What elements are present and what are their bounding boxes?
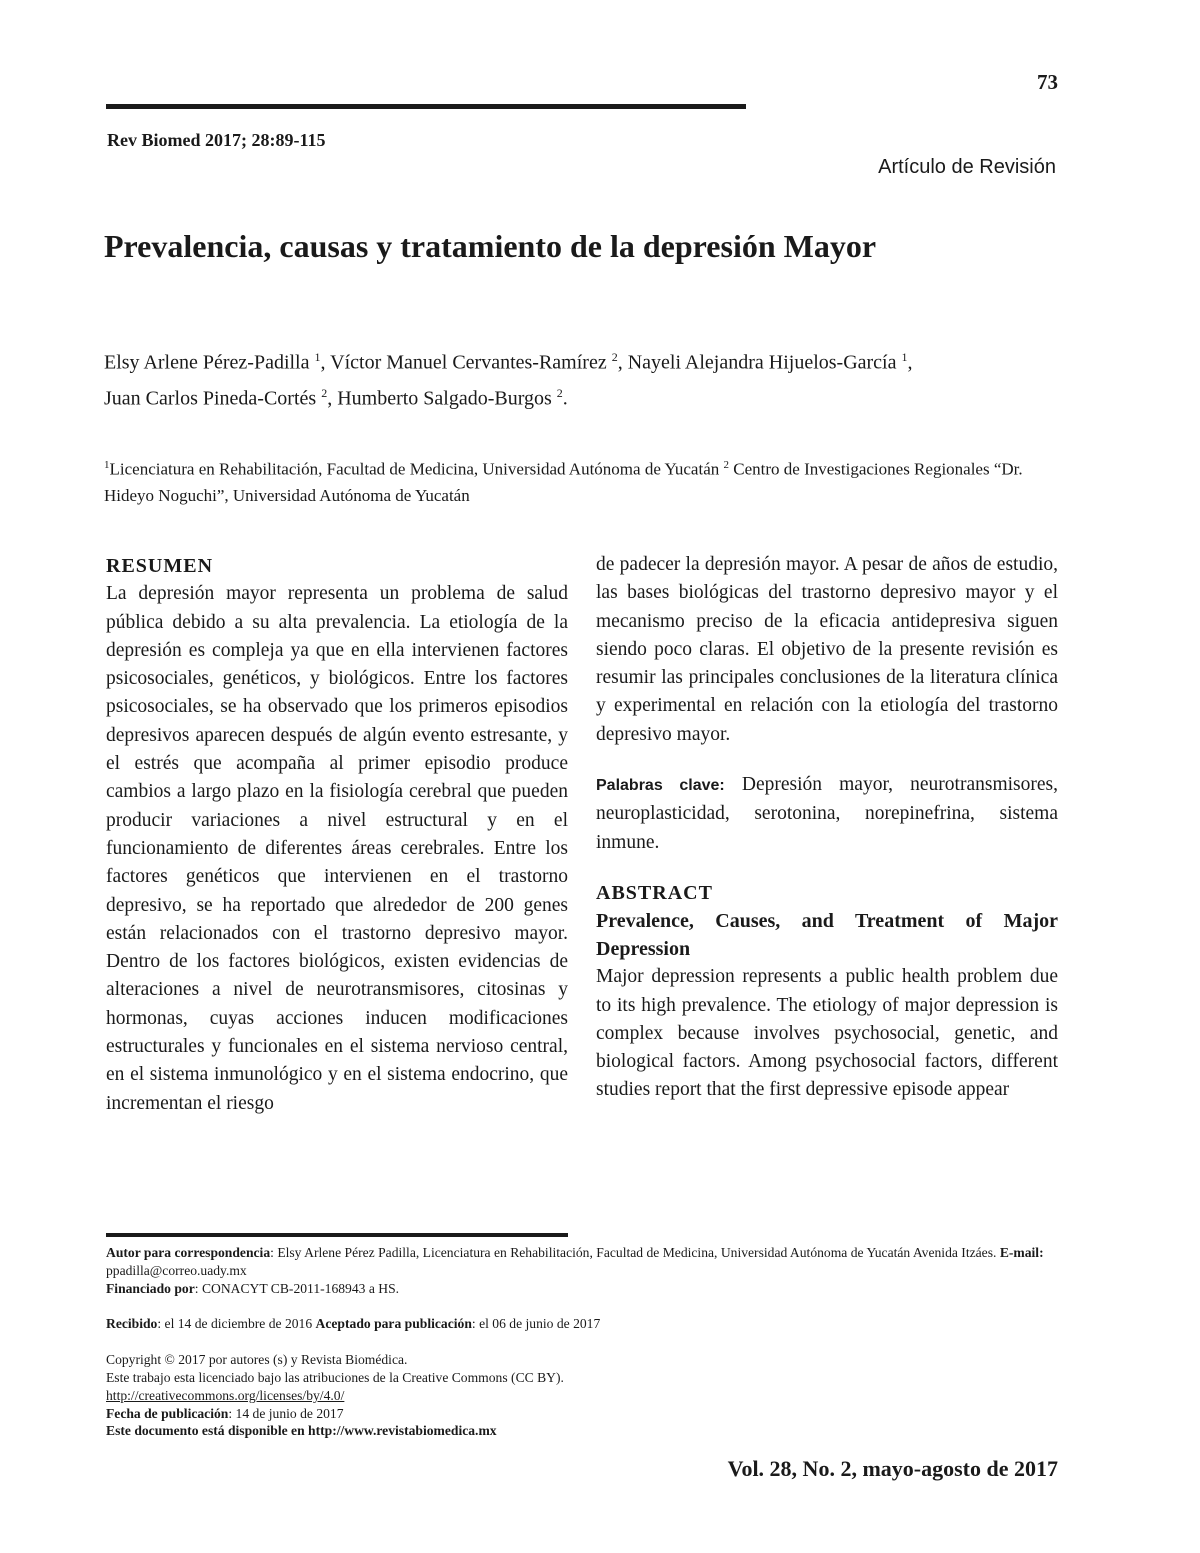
affiliations (104, 452, 1064, 509)
header-rule (106, 104, 746, 109)
keywords-text: Depresión mayor, neurotransmisores, neuroplasticidad, serotonina, norepinefrina, sistema inmune. (596, 774, 1058, 853)
author-affiliation-number: 2 (321, 385, 328, 400)
publication-date-text: : 14 de junio de 2017 (228, 1405, 344, 1421)
right-column (596, 551, 1058, 1105)
page-number: 73 (1037, 70, 1058, 94)
author-name: Víctor Manuel Cervantes-Ramírez (330, 351, 607, 374)
affiliation-text: Centro de Investigaciones Regionales “Dr. Hideyo Noguchi”, Universidad Autónoma de Yucatán (104, 459, 1023, 505)
correspondence-label: Autor para correspondencia (106, 1245, 271, 1260)
abstract-section (596, 879, 1058, 1105)
accepted-label: Aceptado para publicación (315, 1316, 472, 1332)
footnote-rule (106, 1233, 568, 1237)
affiliation-number: 2 (723, 459, 729, 471)
funding-label: Financiado por (106, 1280, 195, 1296)
author-name: Humberto Salgado-Burgos (337, 387, 552, 410)
funding-note (106, 1280, 1066, 1298)
received-label: Recibido (106, 1316, 158, 1332)
author-name: Nayeli Alejandra Hijuelos-García (627, 351, 897, 374)
article-title: Prevalencia, causas y tratamiento de la depresión Mayor (104, 228, 877, 264)
abstract-heading: ABSTRACT (596, 881, 713, 904)
license-note: Este trabajo esta licenciado bajo las atribuciones de la Creative Commons (CC BY). (106, 1369, 564, 1385)
resumen-heading: RESUMEN (106, 555, 214, 577)
resumen-text: La depresión mayor representa un problema de salud pública debido a su alta prevalencia. La etiología de la depresión es compleja ya que en ella intervienen factores psicosociales, genéticos, y biológicos. Entre los factores psicosociales, se ha observado que los primeros episodios depresivos aparecen después de algún evento estresante, y el estrés que acompaña al primer episodio produce cambios a largo plazo en la fisiología cerebral que pueden producir variaciones a nivel estructural y en el funcionamiento de diferentes áreas cerebrales. Entre los factores genéticos que intervienen en el trastorno depresivo, se ha reportado que alrededor de 200 genes están relacionados con el trastorno depresivo mayor. Dentro de los factores biológicos, existen evidencias de alteraciones a nivel de neurotransmisores, citosinas y hormonas, cuyas acciones inducen modificaciones estructurales y funcionales en el sistema nervioso central, en el sistema inmunológico y en el sistema endocrino, que incrementan el riesgo (106, 583, 568, 1114)
author-affiliation-number: 2 (556, 385, 563, 400)
article-type: Artículo de Revisión (878, 156, 1056, 178)
author-list: Elsy Arlene Pérez-Padilla $^1$, Víctor Manuel Cervantes-Ramírez $^2$, Nayeli Alejandra Hijuelos-García $^1$, Juan Carlos Pineda-Cortés $^2$, Humberto Salgado-Burgos $^2$. (104, 350, 913, 410)
author-name: Elsy Arlene Pérez-Padilla (104, 351, 310, 374)
accepted-text: : el 06 de junio de 2017 (471, 1316, 601, 1332)
author-affiliation-number: 1 (314, 350, 321, 364)
availability-note: Este documento está disponible en http://www.revistabiomedica.mx (106, 1423, 497, 1439)
journal-reference: Rev Biomed 2017; 28:89-115 (107, 130, 326, 150)
received-text: : el 14 de diciembre de 2016 (157, 1316, 313, 1332)
volume-info: Vol. 28, No. 2, mayo-agosto de 2017 (727, 1456, 1058, 1481)
author-name: Juan Carlos Pineda-Cortés (104, 387, 317, 410)
author-affiliation-number: 2 (611, 350, 618, 364)
correspondence-note (106, 1244, 1066, 1280)
left-column (106, 552, 568, 1118)
abstract-title: Prevalence, Causes, and Treatment of Major Depression (596, 910, 1058, 961)
keywords-label: Palabras clave: (596, 777, 725, 795)
affiliation-text: Licenciatura en Rehabilitación, Facultad de Medicina, Universidad Autónoma de Yucatán (109, 459, 720, 479)
email-label: E-mail: (999, 1245, 1044, 1260)
funding-text: : CONACYT CB-2011-168943 a HS. (194, 1280, 400, 1296)
footnotes (106, 1244, 1066, 1440)
email-address[interactable]: ppadilla@correo.uady.mx (106, 1262, 247, 1278)
keywords (596, 771, 1058, 857)
publication-date-note (106, 1405, 1066, 1423)
resumen-text-continued: de padecer la depresión mayor. A pesar de años de estudio, las bases biológicas del trastorno depresivo mayor y el mecanismo preciso de la eficacia antidepresiva siguen siendo poco claras. El objetivo de la presente revisión es resumir las principales conclusiones de la literatura clínica y experimental en relación con la etiología del trastorno depresivo mayor. (596, 554, 1058, 745)
correspondence-text: : Elsy Arlene Pérez Padilla, Licenciatura en Rehabilitación, Facultad de Medicina, Universidad Autónoma de Yucatán Avenida Itzáes. (270, 1245, 997, 1260)
affiliation-number: 1 (104, 459, 110, 471)
abstract-text: Major depression represents a public health problem due to its high prevalence. The etiology of major depression is complex because involves psychosocial, genetic, and biological factors. Among psychosocial factors, different studies report that the first depressive episode appear (596, 966, 1058, 1101)
author-affiliation-number: 1 (901, 350, 908, 364)
copyright-note: Copyright © 2017 por autores (s) y Revista Biomédica. (106, 1352, 408, 1368)
license-link[interactable]: http://creativecommons.org/licenses/by/4.0/ (106, 1387, 345, 1403)
publication-date-label: Fecha de publicación (106, 1405, 229, 1421)
dates-note (106, 1315, 1066, 1333)
